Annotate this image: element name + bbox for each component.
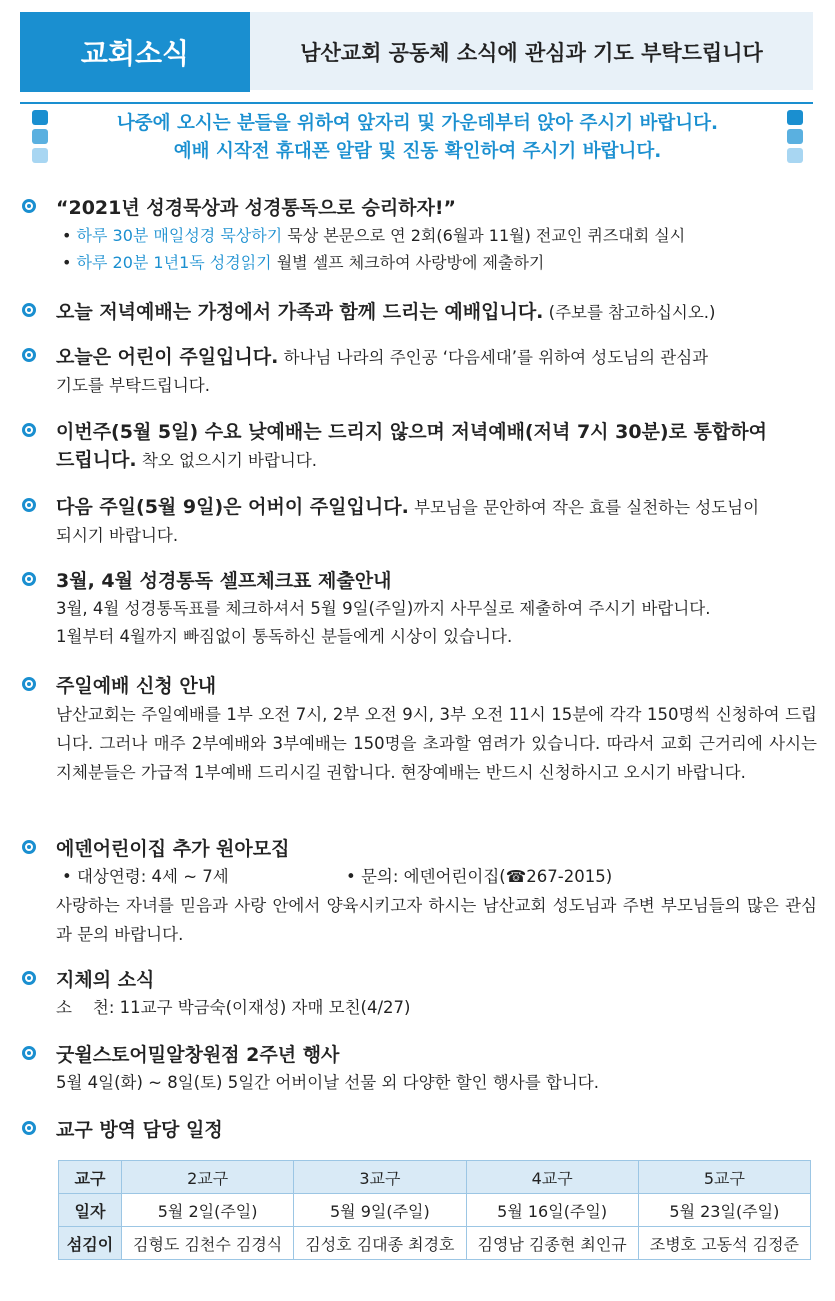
- item-title: 지체의 소식: [56, 969, 155, 991]
- table-cell: 5월 23일(주일): [638, 1194, 810, 1227]
- section-header: [20, 12, 813, 92]
- motto-sub-2: • 하루 20분 1년1독 성경읽기 월별 셀프 체크하여 사랑방에 제출하기: [62, 253, 545, 272]
- bullet-icon: [22, 348, 36, 362]
- bullet-icon: [22, 971, 36, 985]
- bullet-icon: [22, 199, 36, 213]
- table-header-cell: 2교구: [122, 1161, 294, 1194]
- bullet-icon: [22, 572, 36, 586]
- item-title: 에덴어린이집 추가 원아모집: [56, 838, 290, 860]
- item-text: 하나님 나라의 주인공 ‘다음세대’를 위하여 성도님의 관심과: [278, 348, 709, 367]
- motto-sub-1: • 하루 30분 매일성경 묵상하기 묵상 본문으로 연 2회(6월과 11월) 전교인 퀴즈대회 실시: [62, 226, 686, 245]
- table-cell: 조병호 고동석 김정준: [638, 1227, 810, 1260]
- bullet-icon: [22, 498, 36, 512]
- item-title-cont: 드립니다.: [56, 449, 137, 471]
- table-header-cell: 3교구: [294, 1161, 466, 1194]
- table-cell: 김영남 김종현 최인규: [466, 1227, 638, 1260]
- news-item-evening: [22, 298, 817, 327]
- item-text: 부모님을 문안하여 작은 효를 실천하는 성도님이: [408, 498, 760, 517]
- section-subtitle: 남산교회 공동체 소식에 관심과 기도 부탁드립니다: [300, 41, 763, 65]
- bullet-icon: [22, 677, 36, 691]
- schedule-table: [58, 1160, 811, 1260]
- eden-contact: • 문의: 에덴어린이집(☎267-2015): [346, 867, 613, 886]
- item-title: 이번주(5월 5일) 수요 낮예배는 드리지 않으며 저녁예배(저녁 7시 30분)로 통합하여: [56, 421, 767, 443]
- news-item-members: [22, 966, 817, 1022]
- news-item-motto: [22, 194, 817, 276]
- header-divider: [20, 102, 813, 104]
- item-text-cont: 기도를 부탁드립니다.: [56, 376, 210, 395]
- item-text-cont: 되시기 바랍니다.: [56, 526, 179, 545]
- news-item-bible-check: [22, 567, 817, 651]
- sub-text: 월별 셀프 체크하여 사랑방에 제출하기: [271, 253, 545, 272]
- item-title: 오늘은 어린이 주일입니다.: [56, 346, 279, 368]
- item-body: 남산교회는 주일예배를 1부 오전 7시, 2부 오전 9시, 3부 오전 11시 15분에 각각 150명씩 신청하여 드립니다. 그러나 매주 2부예배와 3부예배는 150명을 초과할 염려가 있습니다. 따라서 교회 근거리에 사시는 지체분들은 가급적 1부예배 드리시길 권합니다. 현장예배는 반드시 신청하시고 오시기 바랍니다.: [56, 705, 817, 782]
- decor-squares-right: [787, 110, 803, 167]
- item-body: 사랑하는 자녀를 믿음과 사랑 안에서 양육시키고자 하시는 남산교회 성도님과 주변 부모님들의 많은 관심과 문의 바랍니다.: [56, 896, 817, 944]
- table-cell: 5월 2일(주일): [122, 1194, 294, 1227]
- section-title: 교회소식: [20, 12, 250, 92]
- bullet-icon: [22, 840, 36, 854]
- eden-info-row: [56, 863, 817, 891]
- table-header-cell: 교구: [59, 1161, 122, 1194]
- table-header-cell: 4교구: [466, 1161, 638, 1194]
- bullet-icon: [22, 423, 36, 437]
- table-row: [59, 1194, 811, 1227]
- item-title: “2021년 성경묵상과 성경통독으로 승리하자!”: [56, 197, 457, 219]
- item-text: (주보를 참고하십시오.): [543, 303, 716, 322]
- table-cell: 5월 9일(주일): [294, 1194, 466, 1227]
- eden-age: • 대상연령: 4세 ~ 7세: [62, 867, 229, 886]
- news-item-parents: [22, 493, 817, 550]
- notice-line-1: 나중에 오시는 분들을 위하여 앞자리 및 가운데부터 앉아 주시기 바랍니다.: [116, 113, 719, 134]
- decor-squares-left: [32, 110, 48, 167]
- item-line-1: 3월, 4월 성경통독표를 체크하셔서 5월 9일(주일)까지 사무실로 제출하여 주시기 바랍니다.: [56, 599, 711, 618]
- news-item-sunday-registration: [22, 672, 817, 787]
- news-item-schedule: [22, 1116, 817, 1144]
- item-title: 3월, 4월 성경통독 셀프체크표 제출안내: [56, 570, 392, 592]
- item-title: 주일예배 신청 안내: [56, 675, 217, 697]
- news-item-goodwill: [22, 1041, 817, 1097]
- item-text: 착오 없으시기 바랍니다.: [136, 451, 318, 470]
- bullet-icon: [22, 1046, 36, 1060]
- table-header-row: [59, 1161, 811, 1194]
- item-title: 다음 주일(5월 9일)은 어버이 주일입니다.: [56, 496, 409, 518]
- notice-box: [30, 110, 805, 172]
- table-cell: 일자: [59, 1194, 122, 1227]
- news-item-wednesday: [22, 418, 817, 475]
- item-title: 교구 방역 담당 일정: [56, 1119, 223, 1141]
- table-cell: 김형도 김천수 김경식: [122, 1227, 294, 1260]
- item-line: 5월 4일(화) ~ 8일(토) 5일간 어버이날 선물 외 다양한 할인 행사를 합니다.: [56, 1073, 599, 1092]
- news-item-children: [22, 343, 817, 400]
- notice-line-2: 예배 시작전 휴대폰 알람 및 진동 확인하여 주시기 바랍니다.: [173, 141, 662, 162]
- item-title: 오늘 저녁예배는 가정에서 가족과 함께 드리는 예배입니다.: [56, 301, 544, 323]
- table-header-cell: 5교구: [638, 1161, 810, 1194]
- item-title: 굿윌스토어밀알창원점 2주년 행사: [56, 1044, 340, 1066]
- item-line: 소 천: 11교구 박금숙(이재성) 자매 모친(4/27): [56, 998, 411, 1017]
- table-row: [59, 1227, 811, 1260]
- bullet-icon: [22, 1121, 36, 1135]
- table-cell: 5월 16일(주일): [466, 1194, 638, 1227]
- highlight-text: 하루 20분 1년1독 성경읽기: [76, 253, 272, 272]
- table-cell: 김성호 김대종 최경호: [294, 1227, 466, 1260]
- table-cell: 섬김이: [59, 1227, 122, 1260]
- bullet-icon: [22, 303, 36, 317]
- item-line-2: 1월부터 4월까지 빠짐없이 통독하신 분들에게 시상이 있습니다.: [56, 627, 513, 646]
- highlight-text: 하루 30분 매일성경 묵상하기: [76, 226, 283, 245]
- news-item-eden: [22, 835, 817, 949]
- sub-text: 묵상 본문으로 연 2회(6월과 11월) 전교인 퀴즈대회 실시: [282, 226, 686, 245]
